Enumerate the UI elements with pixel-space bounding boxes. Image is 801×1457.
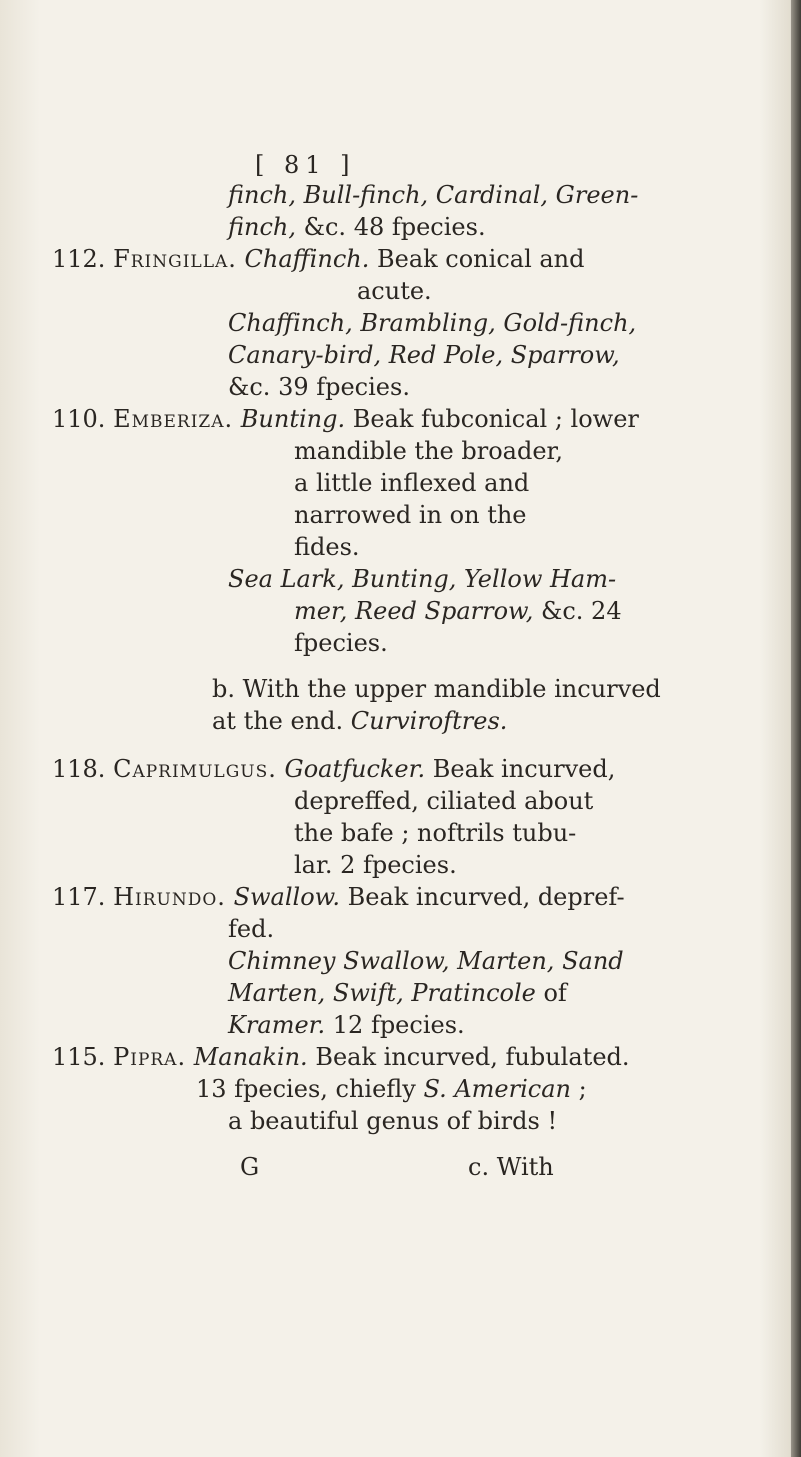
- text-line: 13 fpecies, chiefly S. American ;: [196, 1075, 587, 1103]
- section-heading-b: at the end. Curviroftres.: [212, 707, 508, 735]
- genus-name: Pipra.: [113, 1043, 187, 1071]
- page-edge-shadow: [791, 0, 801, 1457]
- text-line: Chimney Swallow, Marten, Sand: [228, 947, 624, 975]
- text-line: Canary-bird, Red Pole, Sparrow,: [228, 341, 620, 369]
- text-line: Sea Lark, Bunting, Yellow Ham-: [228, 565, 617, 593]
- entry-110: 110. Emberiza. Bunting. Beak fubconical ; lower: [52, 405, 639, 433]
- entry-number: 117.: [52, 883, 106, 911]
- text-line: a little inflexed and: [294, 469, 530, 497]
- text-line: Kramer. 12 fpecies.: [228, 1011, 465, 1039]
- text-line: mer, Reed Sparrow, &c. 24: [294, 597, 622, 625]
- text-line: fpecies.: [294, 629, 388, 657]
- genus-name: Emberiza.: [113, 405, 234, 433]
- signature-mark: G: [240, 1153, 260, 1181]
- text-line: the bafe ; noftrils tubu-: [294, 819, 577, 847]
- text-line: a beautiful genus of birds !: [228, 1107, 558, 1135]
- text-line: finch, Bull-finch, Cardinal, Green-: [228, 181, 639, 209]
- entry-117: 117. Hirundo. Swallow. Beak incurved, depref-: [52, 883, 625, 911]
- entry-112: 112. Fringilla. Chaffinch. Beak conical and: [52, 245, 585, 273]
- catchword: c. With: [468, 1153, 554, 1181]
- entry-115: 115. Pipra. Manakin. Beak incurved, fubulated.: [52, 1043, 630, 1071]
- section-heading-b: b. With the upper mandible incurved: [212, 675, 661, 703]
- text-line: &c. 39 fpecies.: [228, 373, 410, 401]
- genus-name: Fringilla.: [113, 245, 237, 273]
- text-line: depreffed, ciliated about: [294, 787, 594, 815]
- text-line: fides.: [294, 533, 360, 561]
- common-name: Goatfucker.: [284, 755, 426, 783]
- text-line: acute.: [357, 277, 432, 305]
- genus-name: Hirundo.: [113, 883, 226, 911]
- genus-name: Caprimulgus.: [113, 755, 277, 783]
- entry-118: 118. Caprimulgus. Goatfucker. Beak incurved,: [52, 755, 616, 783]
- common-name: Chaffinch.: [244, 245, 370, 273]
- text-line: mandible the broader,: [294, 437, 563, 465]
- entry-number: 112.: [52, 245, 106, 273]
- page-header: [ 81 ]: [255, 151, 356, 179]
- common-name: Swallow.: [233, 883, 340, 911]
- text-line: narrowed in on the: [294, 501, 527, 529]
- text-line: Marten, Swift, Pratincole of: [228, 979, 567, 1007]
- common-name: Bunting.: [240, 405, 346, 433]
- text-line: fed.: [228, 915, 275, 943]
- text-line: Chaffinch, Brambling, Gold-finch,: [228, 309, 637, 337]
- entry-number: 118.: [52, 755, 106, 783]
- entry-number: 110.: [52, 405, 106, 433]
- common-name: Manakin.: [193, 1043, 308, 1071]
- text-line: finch, &c. 48 fpecies.: [228, 213, 486, 241]
- entry-number: 115.: [52, 1043, 106, 1071]
- text-line: lar. 2 fpecies.: [294, 851, 457, 879]
